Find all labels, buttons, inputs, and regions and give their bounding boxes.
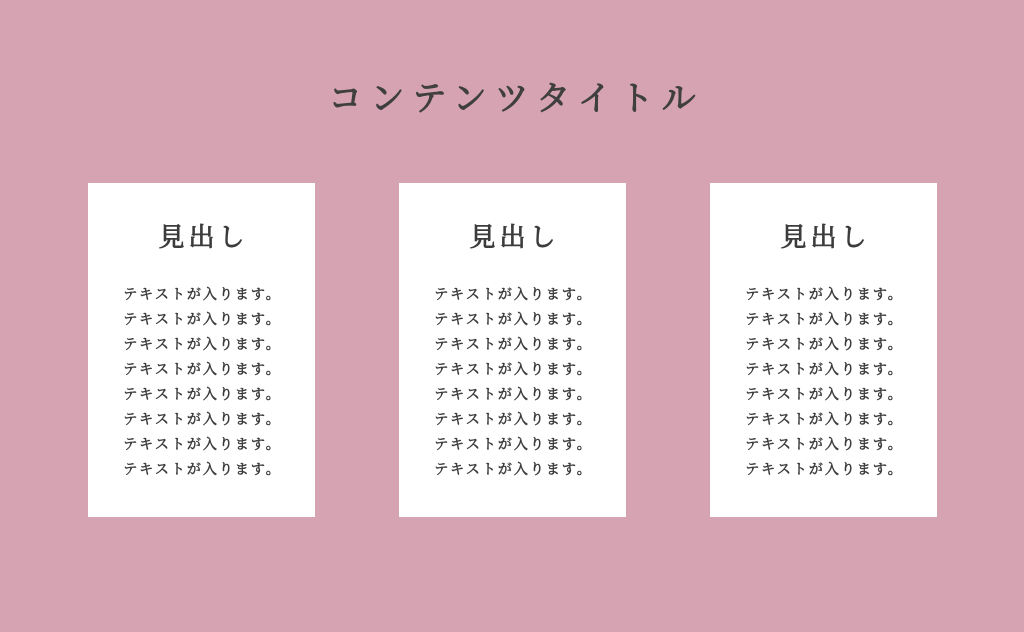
card-text-line: テキストが入ります。 [123,337,282,353]
card-text-line: テキストが入ります。 [434,437,593,453]
card-text-line: テキストが入ります。 [434,337,593,353]
card-body [88,283,315,483]
card-text-line: テキストが入ります。 [123,287,282,303]
card-text-line: テキストが入ります。 [745,462,904,478]
card-body [399,283,626,483]
card-text-line: テキストが入ります。 [123,387,282,403]
card-text-line: テキストが入ります。 [745,312,904,328]
card-text-line: テキストが入ります。 [745,437,904,453]
card-text-line: テキストが入ります。 [123,312,282,328]
card-text-line: テキストが入ります。 [745,362,904,378]
card-text-line: テキストが入ります。 [434,362,593,378]
card-heading: 見出し [780,223,871,253]
card-text-line: テキストが入ります。 [123,437,282,453]
card-body [710,283,937,483]
card-row [88,183,937,517]
card-2 [399,183,626,517]
card-text-line: テキストが入ります。 [123,412,282,428]
card-3 [710,183,937,517]
card-text-line: テキストが入ります。 [745,412,904,428]
card-text-line: テキストが入ります。 [434,387,593,403]
page-title: コンテンツタイトル [328,78,704,119]
card-text-line: テキストが入ります。 [745,387,904,403]
card-text-line: テキストが入ります。 [123,362,282,378]
card-text-line: テキストが入ります。 [123,462,282,478]
card-text-line: テキストが入ります。 [745,287,904,303]
card-text-line: テキストが入ります。 [434,287,593,303]
card-heading: 見出し [469,223,560,253]
card-text-line: テキストが入ります。 [434,312,593,328]
card-heading: 見出し [158,223,249,253]
card-text-line: テキストが入ります。 [745,337,904,353]
card-text-line: テキストが入ります。 [434,412,593,428]
card-1 [88,183,315,517]
card-text-line: テキストが入ります。 [434,462,593,478]
